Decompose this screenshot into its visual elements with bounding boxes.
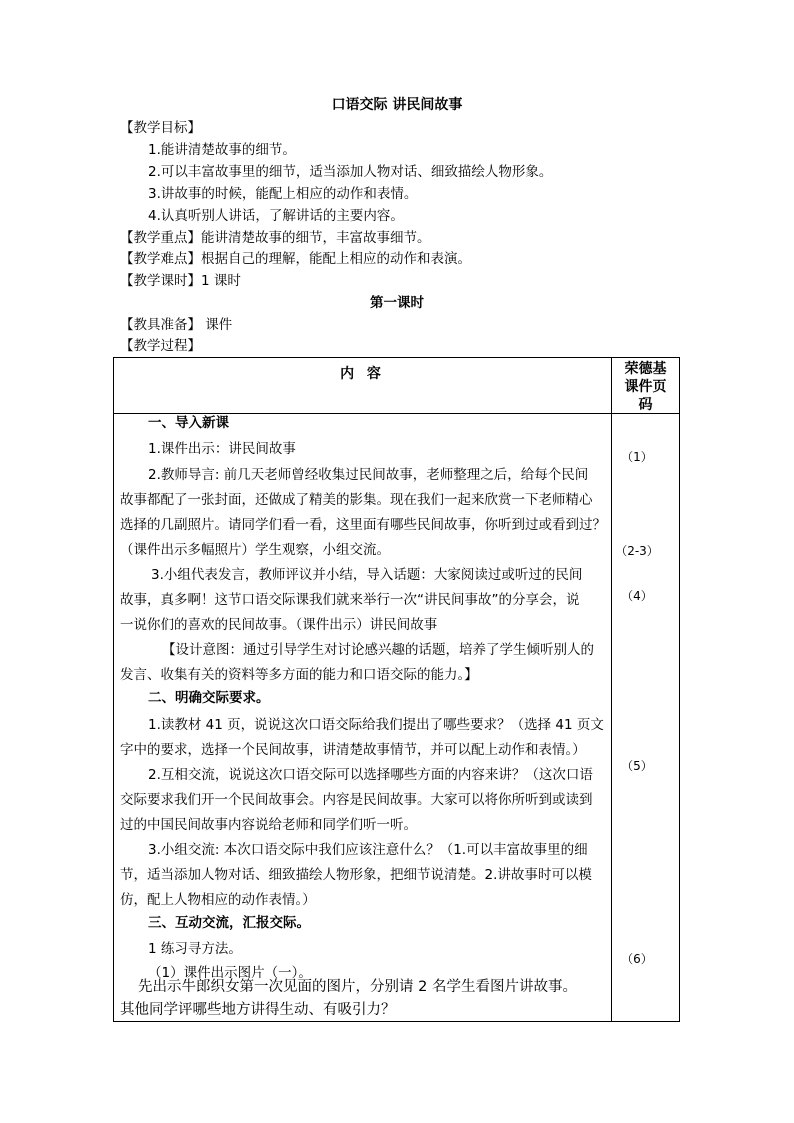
difficulty: 【教学难点】根据自己的理解，能配上相应的动作和表演。 <box>120 251 471 267</box>
goal-item: 1.能讲清楚故事的细节。 <box>148 142 296 158</box>
page-ref: （5） <box>621 759 653 773</box>
page-ref: （4） <box>621 589 653 603</box>
content-line: 1.课件出示：讲民间故事 <box>148 441 296 457</box>
content-line: 发言、收集有关的资料等多方面的能力和口语交际的能力。】 <box>120 667 478 683</box>
content-line: 2.教师导言: 前几天老师曾经收集过民间故事，老师整理之后，给每个民间 <box>148 467 589 483</box>
header-page-line: 码 <box>638 397 653 413</box>
content-line: 节，适当添加人物对话、细致描绘人物形象，把细节说清楚。2.讲故事时可以模 <box>120 867 592 883</box>
page-ref: （1） <box>621 450 653 464</box>
design-intent: 【设计意图：通过引导学生对讨论感兴趣的话题，培养了学生倾听别人的 <box>162 642 594 658</box>
content-line: 其他同学评哪些地方讲得生动、有吸引力？ <box>120 1002 396 1018</box>
header-content: 内 容 <box>340 366 385 382</box>
section-heading: 二、明确交际要求。 <box>148 690 270 706</box>
header-page-ref <box>612 360 679 414</box>
content-line: 仿，配上人物相应的动作表情。） <box>120 892 316 908</box>
section-heading: 一、导入新课 <box>148 415 229 431</box>
lesson-title: 第一课时 <box>370 295 424 311</box>
process-heading: 【教学过程】 <box>120 338 201 354</box>
page-ref: （2-3） <box>615 544 659 558</box>
content-line: 交际要求我们开一个民间故事会。内容是民间故事。大家可以将你所听到或读到 <box>120 792 593 808</box>
content-line: 字中的要求，选择一个民间故事，讲清楚故事情节，并可以配上动作和表情。） <box>120 742 586 758</box>
section-heading: 三、互动交流，汇报交际。 <box>148 915 310 931</box>
content-line: 先出示牛郎织女第一次见面的图片，分别请 2 名学生看图片讲故事。 <box>138 979 577 995</box>
goal-item: 2.可以丰富故事里的细节，适当添加人物对话、细致描绘人物形象。 <box>148 164 553 180</box>
goal-item: 3.讲故事的时候，能配上相应的动作和表情。 <box>148 186 418 202</box>
content-line: 故事，真多啊！这节口语交际课我们就来举行一次“讲民间事故”的分享会，说 <box>120 592 580 608</box>
content-line: （1）课件出示图片（一）。 <box>148 965 312 981</box>
content-line: 3.小组代表发言，教师评议并小结，导入话题：大家阅读过或听过的民间 <box>151 567 583 583</box>
content-line: 2.互相交流，说说这次口语交际可以选择哪些方面的内容来讲？（这次口语 <box>148 767 593 783</box>
process-table <box>113 357 680 1022</box>
content-line: 故事都配了一张封面，还做成了精美的影集。现在我们一起来欣赏一下老师精心 <box>120 492 593 508</box>
content-line: 1 练习寻方法。 <box>148 941 242 957</box>
header-page-line: 课件页 <box>624 379 667 395</box>
key-points: 【教学重点】能讲清楚故事的细节，丰富故事细节。 <box>120 230 431 246</box>
content-line: （课件出示多幅照片）学生观察，小组交流。 <box>120 542 390 558</box>
content-line: 过的中国民间故事内容说给老师和同学们听一听。 <box>120 817 417 833</box>
header-page-line: 荣德基 <box>624 361 667 377</box>
goal-item: 4.认真听别人讲话，了解讲话的主要内容。 <box>148 208 404 224</box>
content-line: 1.读教材 41 页，说说这次口语交际给我们提出了哪些要求？（选择 41 页文 <box>148 717 604 733</box>
content-line: 选择的几副照片。请同学们看一看，这里面有哪些民间故事，你听到过或看到过？ <box>120 517 606 533</box>
goals-heading: 【教学目标】 <box>120 120 201 136</box>
content-line: 3.小组交流: 本次口语交际中我们应该注意什么？（1.可以丰富故事里的细 <box>148 842 588 858</box>
class-hours: 【教学课时】1 课时 <box>120 273 241 289</box>
page-ref: （6） <box>621 952 653 966</box>
materials: 【教具准备】 课件 <box>120 317 233 333</box>
document-title: 口语交际 讲民间故事 <box>331 97 463 113</box>
content-line: 一说你们的喜欢的民间故事。（课件出示）讲民间故事 <box>120 617 438 633</box>
